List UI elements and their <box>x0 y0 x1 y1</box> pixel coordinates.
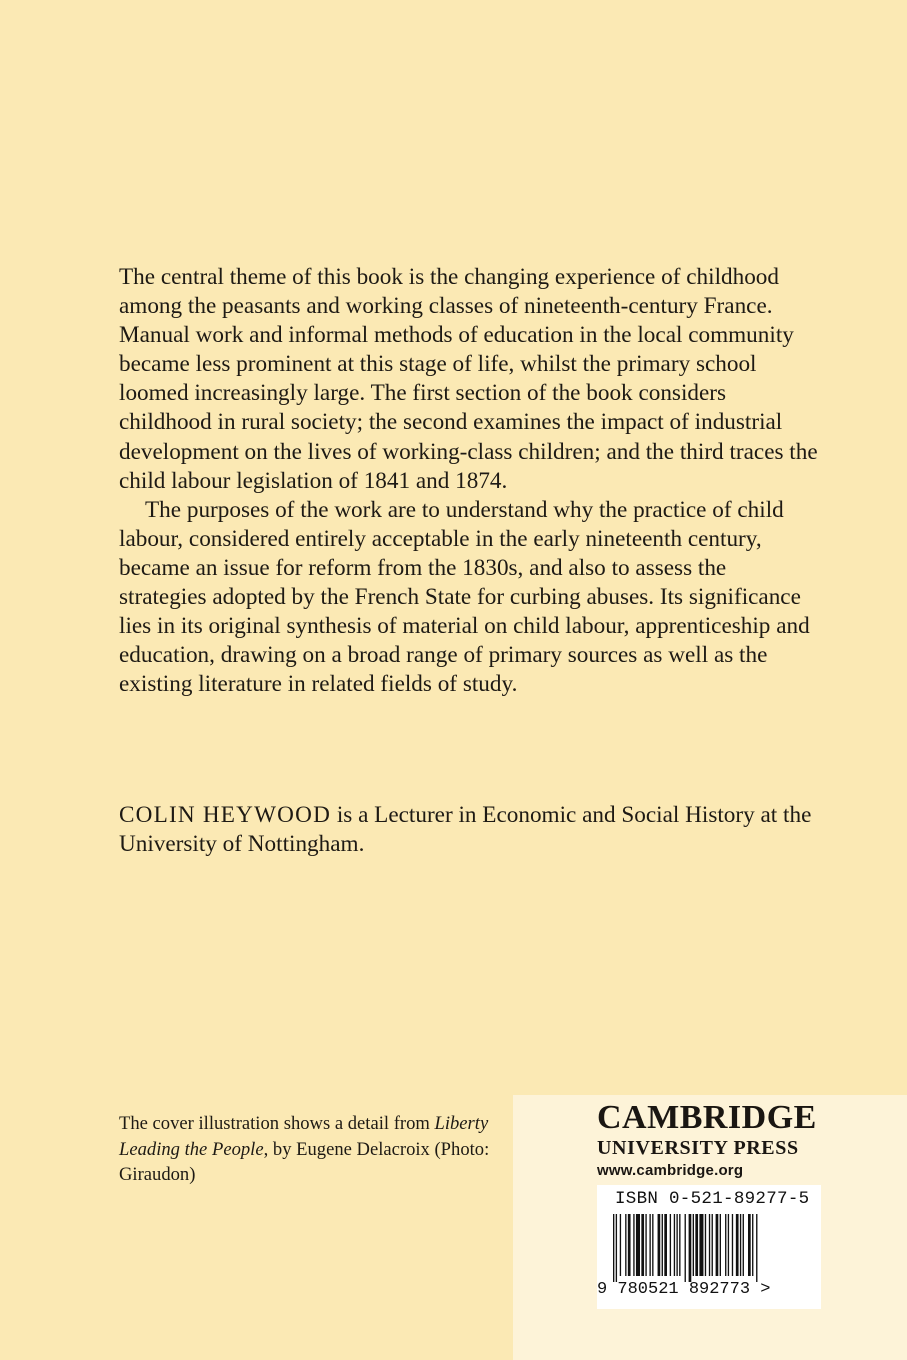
cover-illustration-credit <box>119 1111 499 1188</box>
barcode-bar <box>743 1214 744 1276</box>
barcode-bar <box>613 1214 614 1282</box>
barcode-bars <box>597 1214 821 1282</box>
barcode-bar <box>679 1214 680 1276</box>
barcode-bar <box>756 1214 757 1282</box>
barcode-bar <box>748 1214 751 1276</box>
cover-note-prefix: The cover illustration shows a detail from <box>119 1113 435 1134</box>
publisher-url: www.cambridge.org <box>597 1162 744 1179</box>
barcode-bar <box>685 1214 686 1282</box>
artwork-title: Liberty Leading the People <box>119 1113 489 1160</box>
isbn-label: ISBN 0-521-89277-5 <box>615 1189 810 1209</box>
cover-note-suffix: , by Eugene Delacroix (Photo: Giraudon) <box>119 1138 490 1185</box>
barcode-bar <box>725 1214 726 1276</box>
barcode-bar <box>720 1214 721 1276</box>
barcode-bar <box>628 1214 631 1276</box>
barcode-bar <box>752 1214 753 1276</box>
barcode-bar <box>658 1214 661 1276</box>
barcode-bar <box>705 1214 706 1276</box>
author-description: is a Lecturer in Economic and Social History at the University of Nottingham. <box>119 802 812 858</box>
barcode-bar <box>662 1214 663 1276</box>
blurb <box>119 263 819 699</box>
blurb-paragraph-1: The central theme of this book is the changing experience of childhood among the peasants and working classes of nineteenth-century France. Manual work and informal methods of education in the local community became less prominent at this stage of life, whilst the primary school loomed increasingly large. The first section of the book considers childhood in rural society; the second examines the impact of industrial development on the lives of working-class children; and the third traces the child labour legislation of 1841 and 1874. <box>119 264 818 494</box>
author-bio <box>119 801 819 859</box>
barcode-bar <box>664 1214 667 1276</box>
barcode-bar <box>689 1214 692 1282</box>
barcode-bar <box>695 1214 698 1276</box>
blurb-paragraph-2: The purposes of the work are to understand why the practice of child labour, considered entirely acceptable in the early nineteenth century, became an issue for reform from the 1830s, and also to assess the strategies adopted by the French State for curbing abuses. Its significance lies in its original synthesis of material on child labour, apprenticeship and education, drawing on a broad range of primary sources as well as the existing literature in related fields of study. <box>119 496 810 698</box>
barcode-bar <box>636 1214 640 1276</box>
barcode-box <box>597 1185 821 1309</box>
barcode-digits-text: 9 780521 892773 > <box>597 1280 771 1299</box>
barcode-bar <box>736 1214 739 1276</box>
barcode-bar <box>732 1214 733 1276</box>
barcode-bar <box>699 1214 703 1276</box>
barcode-bar <box>649 1214 650 1276</box>
barcode-bar <box>670 1214 671 1276</box>
barcode-digits <box>597 1280 821 1300</box>
barcode-bar <box>712 1214 713 1276</box>
barcode-bar <box>728 1214 729 1276</box>
barcode-bar <box>674 1214 675 1276</box>
barcode-bar <box>693 1214 694 1276</box>
barcode-bar <box>676 1214 677 1276</box>
barcode-bar <box>740 1214 741 1276</box>
barcode-bar <box>625 1214 626 1276</box>
publisher-name: CAMBRIDGE <box>597 1099 817 1136</box>
barcode-bar <box>652 1214 653 1276</box>
publisher-subname: UNIVERSITY PRESS <box>597 1137 799 1159</box>
barcode-bar <box>633 1214 634 1276</box>
barcode-bar <box>616 1214 617 1282</box>
barcode-bar <box>641 1214 644 1276</box>
author-name: COLIN HEYWOOD <box>119 802 332 828</box>
barcode-bar <box>709 1214 710 1276</box>
barcode-bar <box>716 1214 719 1276</box>
publisher-logo <box>597 1099 827 1183</box>
barcode-bar <box>620 1214 621 1276</box>
barcode-bar <box>645 1214 646 1276</box>
